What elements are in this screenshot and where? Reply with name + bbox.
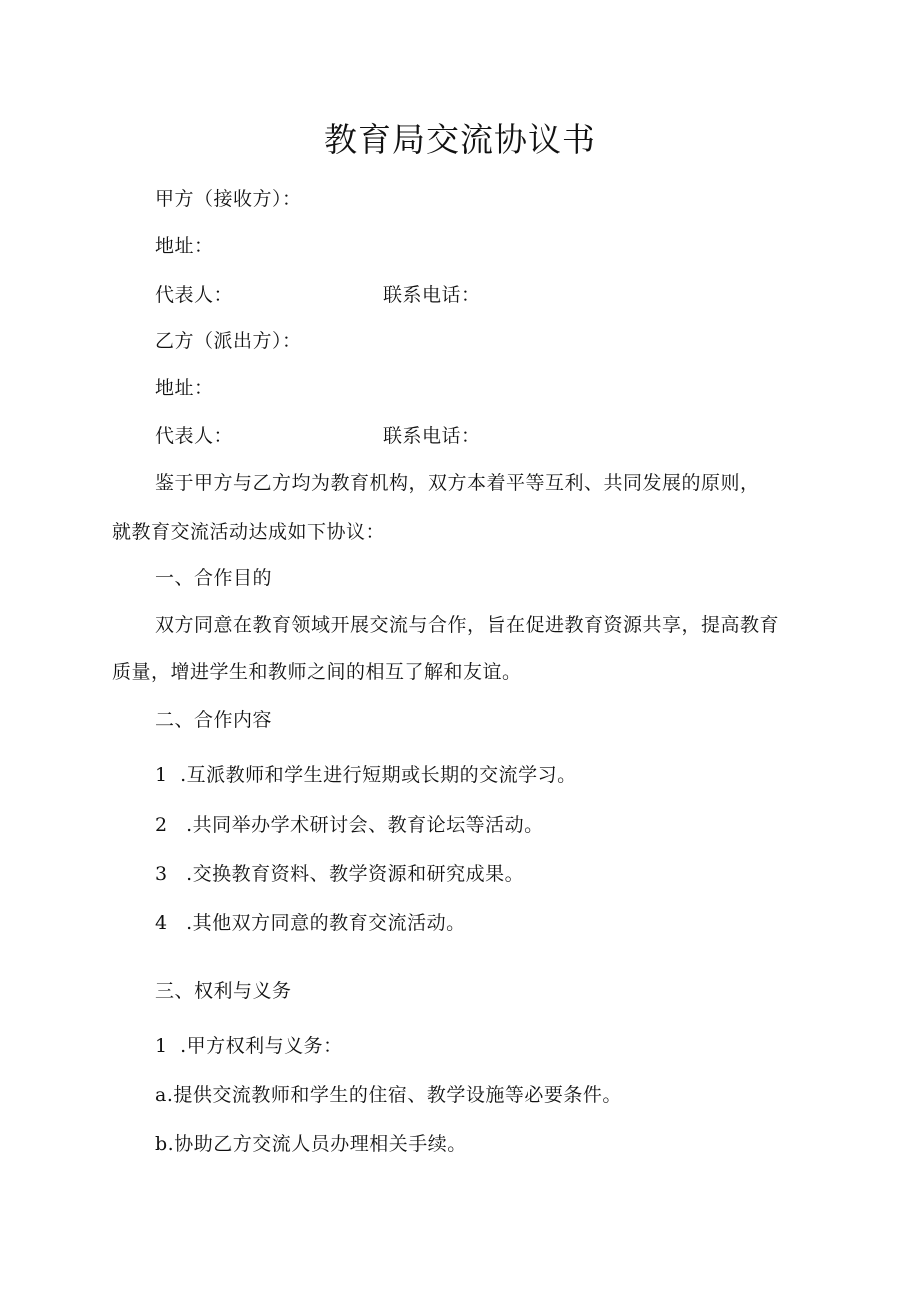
section-3-item-b: b.协助乙方交流人员办理相关手续。 [155,1133,467,1155]
list-item-text: .交换教育资料、教学资源和研究成果。 [186,863,525,885]
party-b-phone-label: 联系电话： [383,425,481,447]
subheading-number: 1 [155,1035,168,1057]
party-a-address-label: 地址： [155,235,214,257]
preamble-line-2: 就教育交流活动达成如下协议： [112,521,386,543]
party-b-representative-label: 代表人： [155,425,234,447]
section-2-heading: 二、合作内容 [155,709,273,731]
section-3-item-a: a.提供交流教师和学生的住宿、教学设施等必要条件。 [155,1084,622,1106]
list-item-number: 2 [155,814,168,836]
list-item-text: .共同举办学术研讨会、教育论坛等活动。 [186,814,544,836]
party-a-representative-label: 代表人： [155,284,234,306]
list-item [155,812,544,838]
list-item [155,910,466,936]
list-item-text: .其他双方同意的教育交流活动。 [186,912,466,934]
section-1-line-1: 双方同意在教育领域开展交流与合作，旨在促进教育资源共享，提高教育 [155,614,780,636]
section-3-heading: 三、权利与义务 [155,980,292,1002]
section-1-heading: 一、合作目的 [155,567,273,589]
list-item-number: 4 [155,912,168,934]
preamble-line-1: 鉴于甲方与乙方均为教育机构，双方本着平等互利、共同发展的原则， [155,472,760,494]
section-1-line-2: 质量，增进学生和教师之间的相互了解和友谊。 [112,661,522,683]
document-title: 教育局交流协议书 [324,120,596,159]
list-item-number: 1 [155,764,168,786]
list-item-text: .互派教师和学生进行短期或长期的交流学习。 [180,764,577,786]
list-item-number: 3 [155,863,168,885]
party-b-address-label: 地址： [155,377,214,399]
party-a-phone-label: 联系电话： [383,284,481,306]
section-3-subheading [155,1033,343,1059]
party-b-label: 乙方（派出方）： [155,330,302,352]
list-item [155,762,577,788]
subheading-text: .甲方权利与义务： [180,1035,343,1057]
list-item [155,861,524,887]
party-a-label: 甲方（接收方）： [155,188,302,210]
